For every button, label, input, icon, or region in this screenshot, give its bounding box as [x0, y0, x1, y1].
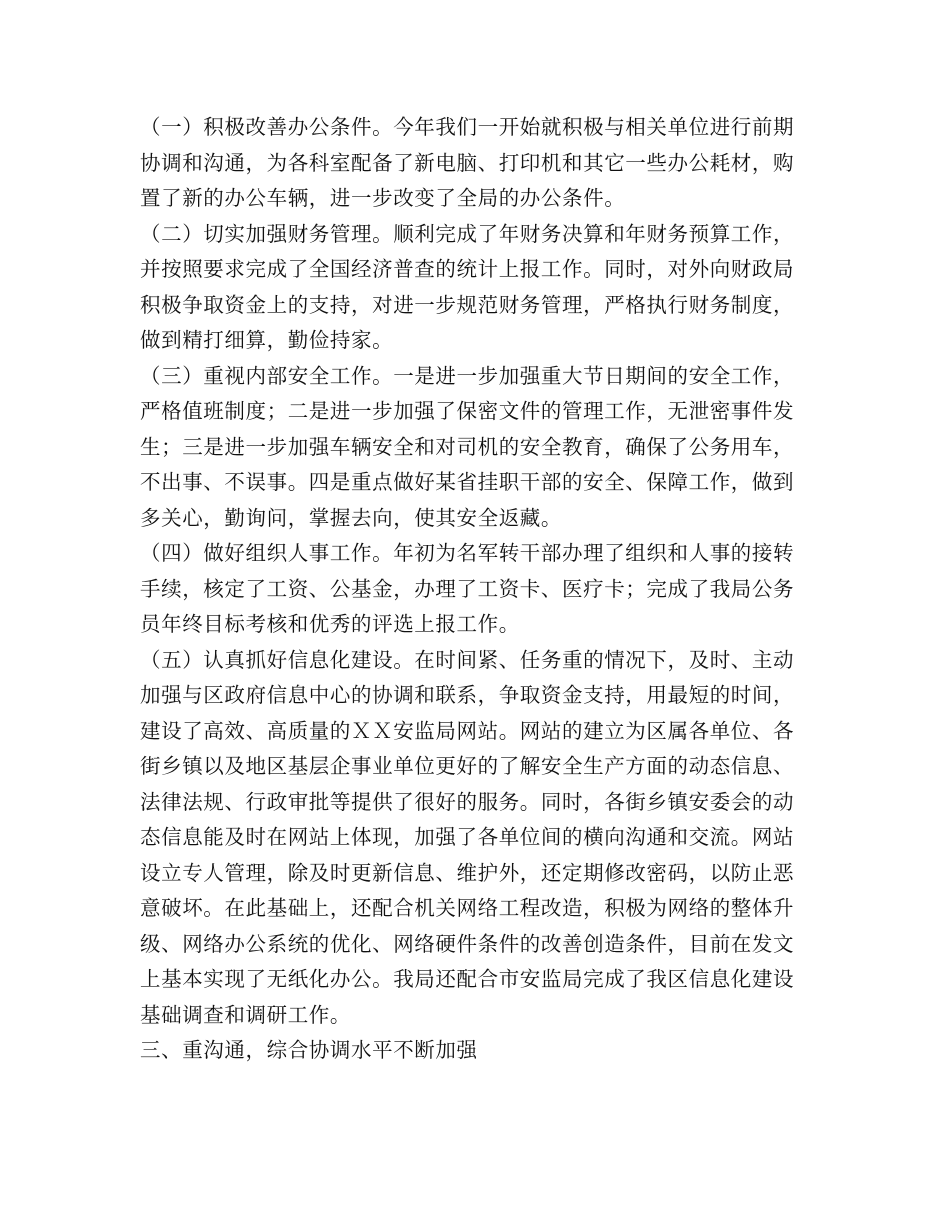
text-line: 生；三是进一步加强车辆安全和对司机的安全教育，确保了公务用车， [140, 434, 795, 459]
text-line: 多关心，勤询问，掌握去向，使其安全返藏。 [140, 505, 562, 530]
text-line: 法律法规、行政审批等提供了很好的服务。同时，各街乡镇安委会的动 [140, 789, 795, 814]
text-line: 态信息能及时在网站上体现，加强了各单位间的横向沟通和交流。网站 [140, 825, 795, 849]
text-line: 协调和沟通，为各科室配备了新电脑、打印机和其它一些办公耗材，购 [140, 150, 795, 175]
text-line: 基础调查和调研工作。 [140, 1002, 351, 1027]
text-line: 级、网络办公系统的优化、网络硬件条件的改善创造条件，目前在发文 [140, 931, 795, 956]
text-line: （三）重视内部安全工作。一是进一步加强重大节日期间的安全工作， [140, 363, 795, 388]
text-line: 手续，核定了工资、公基金，办理了工资卡、医疗卡；完成了我局公务 [140, 576, 795, 601]
text-line: 严格值班制度；二是进一步加强了保密文件的管理工作，无泄密事件发 [140, 399, 795, 423]
text-line: 做到精打细算，勤俭持家。 [140, 328, 394, 352]
text-line: 置了新的办公车辆，进一步改变了全局的办公条件。 [140, 186, 626, 210]
text-line: 不出事、不误事。四是重点做好某省挂职干部的安全、保障工作，做到 [140, 470, 795, 494]
text-line: （一）积极改善办公条件。今年我们一开始就积极与相关单位进行前期 [140, 115, 795, 139]
text-line: 上基本实现了无纸化办公。我局还配合市安监局完成了我区信息化建设 [140, 967, 795, 991]
text-line: 员年终目标考核和优秀的评选上报工作。 [140, 612, 520, 636]
section-heading: 三、重沟通，综合协调水平不断加强 [140, 1038, 478, 1062]
text-line: （五）认真抓好信息化建设。在时间紧、任务重的情况下，及时、主动 [140, 647, 795, 672]
text-line: 并按照要求完成了全国经济普查的统计上报工作。同时，对外向财政局 [140, 257, 795, 281]
text-line: 街乡镇以及地区基层企事业单位更好的了解安全生产方面的动态信息、 [140, 754, 795, 778]
text-line: 意破坏。在此基础上，还配合机关网络工程改造，积极为网络的整体升 [140, 896, 795, 920]
text-line: 建设了高效、高质量的ＸＸ安监局网站。网站的建立为区属各单位、各 [140, 718, 795, 743]
text-line: 加强与区政府信息中心的协调和联系，争取资金支持，用最短的时间， [140, 683, 795, 707]
document-body [140, 110, 820, 1069]
text-line: （四）做好组织人事工作。年初为名军转干部办理了组织和人事的接转 [140, 541, 795, 565]
text-line: 积极争取资金上的支持，对进一步规范财务管理，严格执行财务制度， [140, 292, 795, 317]
text-line: （二）切实加强财务管理。顺利完成了年财务决算和年财务预算工作， [140, 221, 795, 246]
text-line: 设立专人管理，除及时更新信息、维护外，还定期修改密码，以防止恶 [140, 860, 795, 885]
